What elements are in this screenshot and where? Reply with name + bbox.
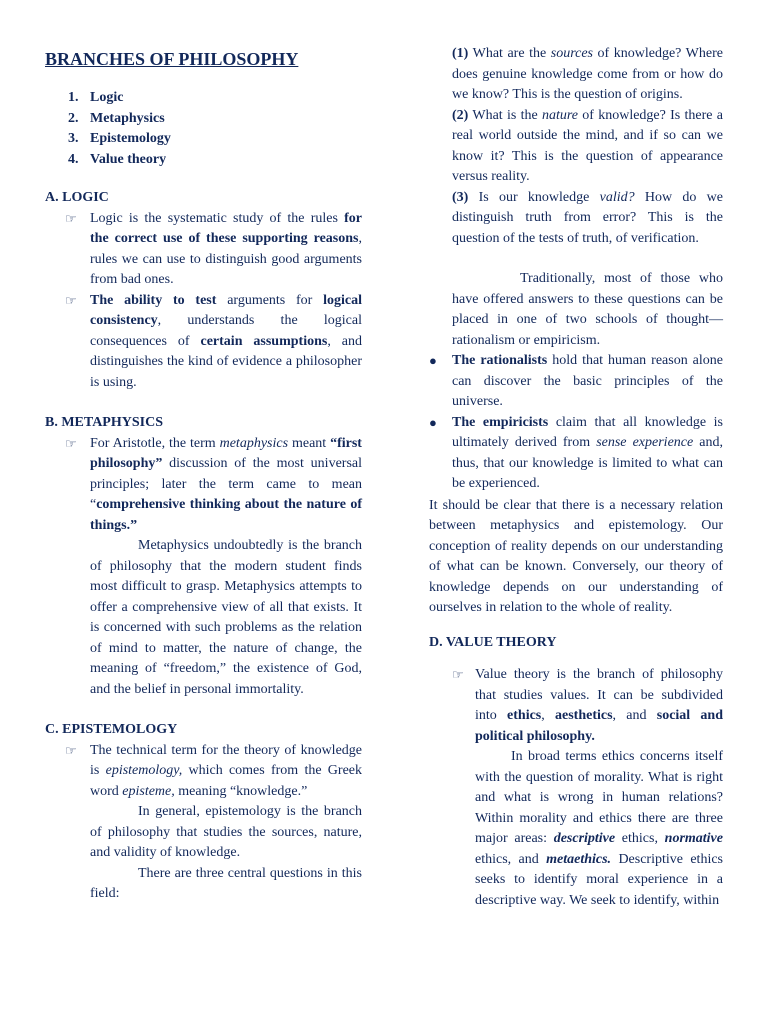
question-2: (2) What is the nature of knowledge? Is there a real world outside the mind, and if so can we know it? This is the question of appearance versus reality. [452,107,723,184]
toc-item: 4. Value theory [68,151,167,167]
schools-paragraph: Traditionally, most of those who have offered answers to these questions can be placed in one of two schools of thought—rationalism or empiricism. [452,271,723,348]
bullet-dot-icon: ● [429,414,437,430]
logic-bullet-1: ☞ Logic is the systematic study of the rules for the correct use of these supporting reasons, rules we can use to distinguish good arguments from bad ones. [45,209,362,291]
bullet-dot-icon: ● [429,353,437,368]
question-1: (1) What are the sources of knowledge? Where does genuine knowledge come from or how do we know? This is the question of origins. [452,46,723,102]
pointing-hand-icon: ☞ [452,667,464,682]
epistemology-bullet-1: ☞ The technical term for the theory of knowledge is epistemology, which comes from the Greek word episteme, meaning “knowledge.” [45,741,362,803]
metaphysics-paragraph: Metaphysics undoubtedly is the branch of philosophy that the modern student finds most difficult to grasp. Metaphysics attempts to offer a comprehensive view of all that exists. It is concerned with such problems as the relation of mind to matter, the nature of change, the meaning of “freedom,” the existence of God, and the belief in personal immortality. [90,538,362,697]
section-heading-epistemology: C. EPISTEMOLOGY [45,722,178,737]
right-column [429,44,723,911]
table-of-contents [45,88,362,170]
rationalists-item: ● The rationalists hold that human reason alone can discover the basic principles of the universe. [429,351,723,413]
page-title: BRANCHES OF PHILOSOPHY [45,49,299,69]
pointing-hand-icon: ☞ [65,435,77,451]
section-heading-logic: A. LOGIC [45,190,109,205]
toc-item: 1. Logic [68,90,124,105]
toc-item: 3. Epistemology [68,131,171,146]
logic-bullet-2: ☞ The ability to test arguments for logical consistency, understands the logical consequences of certain assumptions, and distinguishes the kind of evidence a philosopher is using. [45,291,362,394]
pointing-hand-icon: ☞ [65,210,77,226]
relation-paragraph: It should be clear that there is a necessary relation between metaphysics and epistemology. Our conception of reality depends on our understanding of what can be known. Conversely, our theory of knowledge depends on our understanding of ourselves in relation to the whole of reality. [429,497,723,615]
ethics-paragraph: In broad terms ethics concerns itself with the question of morality. What is right and what is wrong in human relations? Within morality and ethics there are three major areas: descriptive ethics, normative ethics, and metaethics. Descriptive ethics seeks to identify moral experience in a descriptive way. We seek to identify, within [475,749,723,908]
epistemology-paragraph-1: In general, epistemology is the branch of philosophy that studies the sources, nature, and validity of knowledge. [90,804,362,860]
value-theory-block [429,665,723,911]
value-bullet-1: ☞ Value theory is the branch of philosophy that studies values. It can be subdivided into ethics, aesthetics, and social and political philosophy. [452,665,723,747]
epistemology-paragraph-2: There are three central questions in this field: [90,865,362,901]
left-column [45,44,362,905]
question-3: (3) Is our knowledge valid? How do we distinguish truth from error? This is the question of the tests of truth, of verification. [452,189,724,246]
metaphysics-bullet-1: ☞ For Aristotle, the term metaphysics meant “first philosophy” discussion of the most universal principles; later the term came to mean “comprehensive thinking about the nature of things.” [45,434,362,537]
section-heading-metaphysics: B. METAPHYSICS [45,415,163,430]
section-heading-value-theory: D. VALUE THEORY [429,634,557,650]
toc-item: 2. Metaphysics [68,110,165,126]
pointing-hand-icon: ☞ [65,292,77,308]
pointing-hand-icon: ☞ [65,742,77,758]
empiricists-item: ● The empiricists claim that all knowledge is ultimately derived from sense experience and, thus, that our knowledge is limited to what can be experienced. [429,413,723,495]
